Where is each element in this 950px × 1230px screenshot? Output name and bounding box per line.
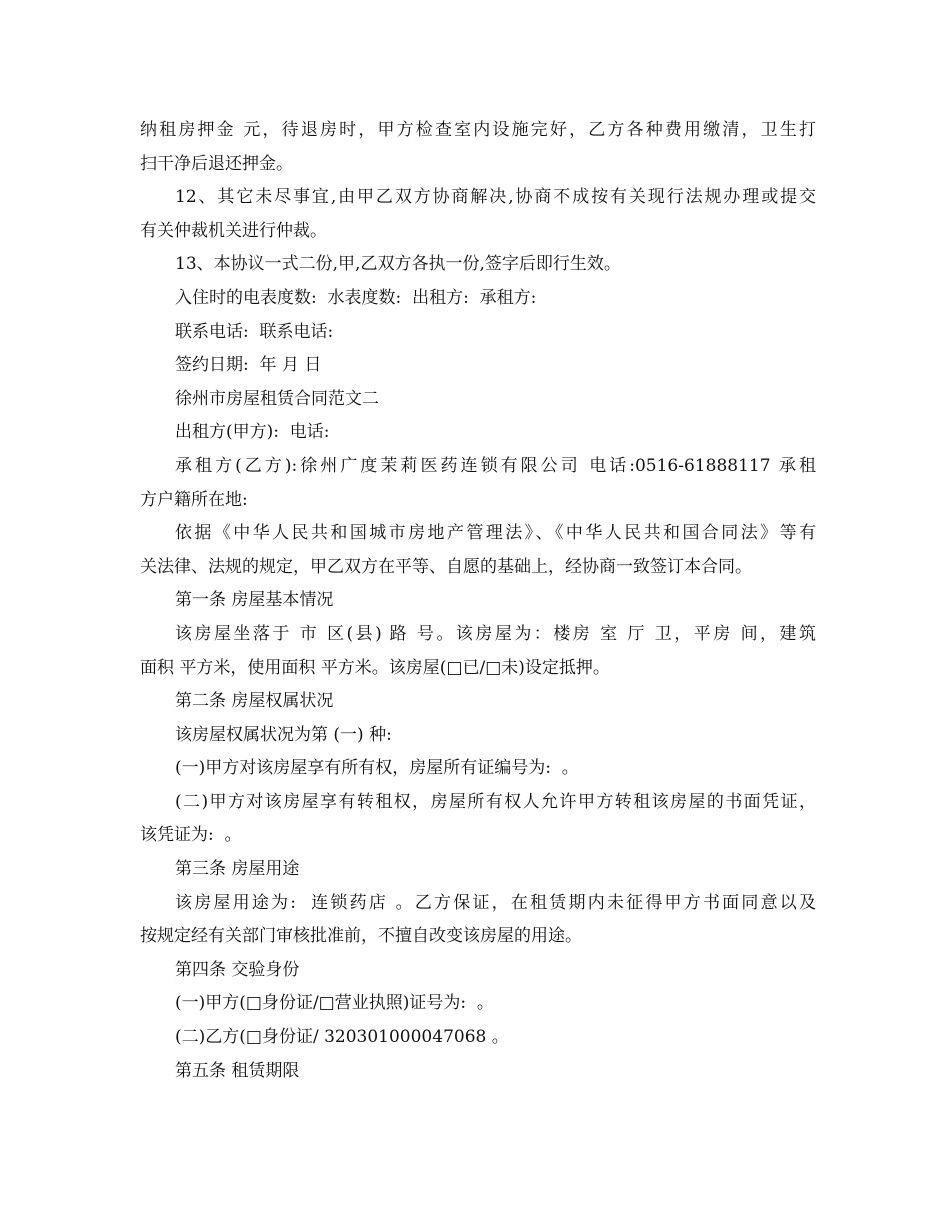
lessee-line-2: 方户籍所在地: (140, 489, 248, 510)
article-4-heading: 第四条 交验身份 (175, 959, 300, 980)
article-2-item-2-line-1: (二)甲方对该房屋享有转租权，房屋所有权人允许甲方转租该房屋的书面凭证， (175, 791, 816, 812)
clause-12-line-2: 有关仲裁机关进行仲裁。 (140, 220, 327, 241)
document-body (140, 114, 816, 1088)
contact-phone-line: 联系电话: 联系电话: (175, 321, 334, 342)
clause-12-line-1: 12、其它未尽事宜,由甲乙双方协商解决,协商不成按有关现行法规办理或提交 (175, 187, 816, 208)
paragraph-line-deposit-1: 纳租房押金 元，待退房时，甲方检查室内设施完好，乙方各种费用缴清，卫生打 (140, 120, 816, 140)
article-3-line-1: 该房屋用途为: 连锁药店 。乙方保证，在租赁期内未征得甲方书面同意以及 (175, 892, 816, 913)
lessor-line: 出租方(甲方): 电话: (175, 422, 330, 443)
article-2-line-1: 该房屋权属状况为第 (一) 种: (175, 724, 392, 745)
lessee-line-1: 承租方(乙方):徐州广度茉莉医药连锁有限公司 电话:0516-61888117 承租 (175, 455, 816, 476)
article-4-item-1: (一)甲方(□身份证/□营业执照)证号为: 。 (175, 993, 494, 1014)
meter-readings-line: 入住时的电表度数: 水表度数: 出租方: 承租方: (175, 287, 537, 308)
signing-date-line: 签约日期: 年 月 日 (175, 355, 322, 376)
article-5-heading: 第五条 租赁期限 (175, 1060, 300, 1081)
article-2-item-2-line-2: 该凭证为: 。 (140, 825, 242, 846)
article-2-heading: 第二条 房屋权属状况 (175, 691, 334, 712)
article-4-item-2: (二)乙方(□身份证/ 320301000047068 。 (175, 1027, 509, 1048)
article-1-heading: 第一条 房屋基本情况 (175, 590, 334, 611)
legal-basis-line-1: 依据《中华人民共和国城市房地产管理法》、《中华人民共和国合同法》等有 (175, 523, 816, 544)
article-2-item-1: (一)甲方对该房屋享有所有权，房屋所有证编号为: 。 (175, 758, 579, 779)
clause-13-line: 13、本协议一式二份,甲,乙双方各执一份,签字后即行生效。 (175, 254, 621, 275)
paragraph-line-deposit-2: 扫干净后退还押金。 (140, 153, 293, 174)
document-section-title: 徐州市房屋租赁合同范文二 (175, 388, 379, 409)
article-3-heading: 第三条 房屋用途 (175, 859, 300, 880)
legal-basis-line-2: 关法律、法规的规定，甲乙双方在平等、自愿的基础上，经协商一致签订本合同。 (140, 556, 752, 577)
article-1-line-2: 面积 平方米，使用面积 平方米。该房屋(□已/□未)设定抵押。 (140, 657, 610, 678)
article-1-line-1: 该房屋坐落于 市 区(县) 路 号。该房屋为：楼房 室 厅 卫，平房 间，建筑 (175, 623, 816, 644)
article-3-line-2: 按规定经有关部门审核批准前，不擅自改变该房屋的用途。 (140, 926, 582, 947)
